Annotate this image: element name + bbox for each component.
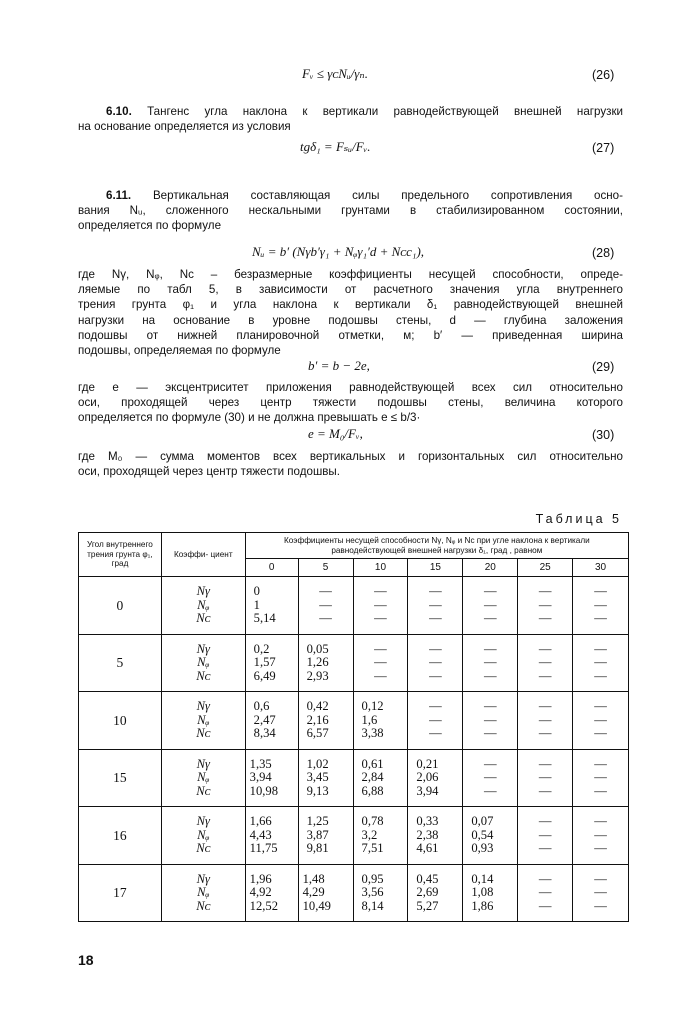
coefficient-value: 4,43	[249, 827, 272, 842]
coefficient-value: —	[594, 712, 607, 727]
text-line: нагрузки на основание в уровне подошвы стены, d — глубина заложения	[78, 313, 623, 327]
coefficient-value: 5,14	[253, 611, 276, 626]
coefficient-value: —	[483, 699, 497, 714]
header-angle: 5	[298, 559, 353, 577]
value-cell	[463, 807, 518, 865]
coefficient-value: 7,51	[361, 841, 384, 856]
table-row	[79, 577, 629, 635]
coefficient-value: 11,75	[249, 841, 278, 856]
coefficient-cell	[161, 864, 245, 922]
coefficient-value: 0,95	[361, 871, 384, 886]
coefficient-value: —	[429, 584, 442, 599]
text-line: подошвы, определяемая по формуле	[78, 344, 281, 358]
value-cell	[298, 577, 353, 635]
text-line: подошвы от нижней планировочной отметки, м; b′ — приведенная ширина	[78, 328, 623, 342]
coefficient-value: —	[483, 668, 497, 683]
value-cell	[463, 692, 518, 750]
value-cell	[518, 634, 573, 692]
coefficient-value: 3,2	[361, 827, 378, 842]
coefficient-symbol: Nγ	[196, 756, 210, 771]
coefficient-value: —	[538, 871, 552, 886]
header-angle: 0	[245, 559, 298, 577]
formula-29-number: (29)	[592, 360, 615, 374]
coefficient-value: 1,66	[249, 814, 272, 829]
coefficient-value: —	[594, 841, 607, 856]
value-cell	[245, 634, 298, 692]
coefficient-value: 5,27	[416, 898, 439, 913]
coefficient-value: 1,57	[253, 655, 276, 670]
value-cell	[518, 807, 573, 865]
coefficient-value: 0,33	[416, 814, 439, 829]
moments-paragraph	[78, 449, 623, 479]
value-cell	[463, 634, 518, 692]
coefficient-value: 4,61	[416, 841, 439, 856]
coefficient-value: 2,47	[253, 712, 276, 727]
coefficient-value: 2,38	[416, 827, 439, 842]
value-cell	[245, 692, 298, 750]
coefficient-symbol: Nᵩ	[197, 597, 210, 612]
coefficient-value: 0,61	[361, 756, 384, 771]
formula-26: Fᵥ ≤ γᴄNᵤ/γₙ.	[302, 66, 368, 81]
coefficient-value: 1,96	[249, 871, 272, 886]
coefficient-value: —	[483, 726, 497, 741]
coefficient-value: 0,6	[253, 699, 270, 714]
coefficient-value: 10,49	[302, 898, 331, 913]
value-cell	[298, 692, 353, 750]
value-cell	[463, 864, 518, 922]
value-cell	[463, 749, 518, 807]
eccentricity-paragraph	[78, 380, 623, 426]
formula-26-number: (26)	[592, 68, 615, 82]
formula-28: Nᵤ = b′ (Nγb′γ₁ + Nᵩγ₁′d + Nᴄc₁),	[252, 244, 425, 259]
section-6-10	[78, 104, 623, 134]
coefficient-value: 0,54	[471, 827, 494, 842]
value-cell	[518, 577, 573, 635]
coefficient-value: 6,57	[306, 726, 329, 741]
coefficient-value: —	[538, 641, 552, 656]
coefficient-value: —	[594, 814, 607, 829]
coefficient-value: 4,29	[302, 885, 325, 900]
coefficient-cell	[161, 634, 245, 692]
coefficient-value: 1,35	[249, 756, 272, 771]
section-number: 6.11.	[106, 189, 132, 202]
text-line: оси, проходящей через центр тяжести подошвы.	[78, 465, 340, 479]
coefficient-value: —	[538, 699, 552, 714]
table-caption: Таблица 5	[535, 512, 622, 526]
text-line: где M₀ — сумма моментов всех вертикальных и горизонтальных сил относительно	[78, 450, 623, 463]
coefficient-value: —	[594, 770, 607, 785]
table-row	[79, 864, 629, 922]
coefficient-symbol: Nᴄ	[196, 898, 211, 913]
coefficient-value: 3,45	[306, 770, 329, 785]
value-cell	[245, 864, 298, 922]
coefficient-value: —	[538, 770, 552, 785]
coefficient-symbol: Nᴄ	[196, 783, 211, 798]
coefficient-cell	[161, 577, 245, 635]
value-cell	[573, 864, 629, 922]
coefficient-value: —	[538, 597, 552, 612]
header-angle: 15	[408, 559, 463, 577]
coefficient-value: 12,52	[249, 898, 279, 913]
friction-angle-cell: 5	[79, 634, 162, 692]
header-angle: 20	[463, 559, 518, 577]
coefficient-symbol: Nᵩ	[197, 885, 210, 900]
text-line: ляемые по табл 5, в зависимости от расчетного значения угла внутреннего	[78, 283, 623, 297]
coefficient-value: —	[483, 783, 497, 798]
coefficient-value: —	[374, 641, 387, 656]
coefficient-value: —	[483, 597, 497, 612]
header-angle: 10	[353, 559, 408, 577]
header-angle: 25	[518, 559, 573, 577]
value-cell	[573, 807, 629, 865]
table-body	[79, 577, 629, 922]
coefficient-symbol: Nγ	[196, 584, 210, 599]
coefficient-value: —	[374, 611, 387, 626]
coefficient-value: 0,05	[306, 641, 329, 656]
coefficient-value: —	[429, 726, 442, 741]
value-cell	[298, 749, 353, 807]
coefficient-value: —	[538, 898, 552, 913]
coefficient-value: 0,45	[416, 871, 439, 886]
coefficient-value: 0,42	[306, 699, 329, 714]
coefficient-value: 0,12	[361, 699, 384, 714]
coefficient-symbol: Nγ	[196, 871, 210, 886]
coefficient-value: —	[538, 726, 552, 741]
coefficient-symbol: Nᵩ	[197, 827, 210, 842]
coefficient-value: —	[374, 668, 387, 683]
value-cell	[518, 692, 573, 750]
coefficient-value: 4,92	[249, 885, 272, 900]
section-6-11	[78, 188, 623, 234]
coefficient-value: 3,38	[361, 726, 384, 741]
coefficient-value: 1,6	[361, 712, 378, 727]
coefficient-value: —	[594, 668, 607, 683]
value-cell	[573, 634, 629, 692]
coefficient-value: —	[429, 641, 442, 656]
coefficient-value: —	[594, 756, 607, 771]
coefficient-value: —	[594, 641, 607, 656]
coefficient-value: 1,48	[302, 871, 325, 886]
coefficient-value: —	[319, 584, 332, 599]
header-friction-angle: Угол внутреннего трения грунта φ₁, град	[79, 533, 162, 577]
friction-angle-cell: 0	[79, 577, 162, 635]
table-row	[79, 749, 629, 807]
definitions-paragraph	[78, 267, 623, 358]
header-angle: 30	[573, 559, 629, 577]
value-cell	[353, 749, 408, 807]
text-line: где Nγ, Nᵩ, Nᴄ – безразмерные коэффициенты несущей способности, опреде-	[78, 268, 623, 281]
coefficient-value: 1,08	[471, 885, 494, 900]
text-line: оси, проходящей через центр тяжести подошвы стены, величина которого	[78, 396, 623, 410]
friction-angle-cell: 17	[79, 864, 162, 922]
coefficient-symbol: Nᴄ	[196, 726, 211, 741]
coefficient-symbol: Nᴄ	[196, 841, 211, 856]
coefficient-value: —	[538, 584, 552, 599]
section-text-line: вания Nᵤ, сложенного нескальными грунтами в стабилизированном состоянии,	[78, 204, 623, 218]
formula-30: e = M₀/Fᵥ,	[308, 426, 363, 441]
coefficient-symbol: Nᴄ	[196, 611, 211, 626]
coefficient-value: 1,02	[306, 756, 329, 771]
section-text-line: определяется по формуле	[78, 219, 222, 233]
coefficient-value: —	[483, 712, 497, 727]
coefficient-value: —	[319, 597, 332, 612]
text-line: где e — эксцентриситет приложения равнодействующей всех сил относительно	[78, 381, 623, 394]
coefficient-value: 10,98	[249, 783, 279, 798]
coefficient-value: —	[538, 611, 552, 626]
coefficient-value: 9,81	[306, 841, 329, 856]
coefficient-value: 0,2	[253, 641, 270, 656]
coefficient-value: 3,87	[306, 827, 329, 842]
text-line: трения грунта φ₁ и угла наклона к вертикали δ₁ равнодействующей внешней	[78, 298, 623, 312]
coefficient-value: —	[483, 641, 497, 656]
coefficient-value: —	[374, 597, 387, 612]
value-cell	[298, 864, 353, 922]
coefficient-value: 2,69	[416, 885, 439, 900]
coefficient-value: —	[538, 841, 552, 856]
formula-29: b′ = b − 2e,	[308, 358, 370, 373]
coefficient-symbol: Nᵩ	[197, 655, 210, 670]
value-cell	[408, 577, 463, 635]
coefficient-value: —	[538, 668, 552, 683]
formula-27-number: (27)	[592, 141, 615, 155]
value-cell	[518, 864, 573, 922]
value-cell	[573, 692, 629, 750]
coefficient-value: —	[429, 668, 442, 683]
coefficient-value: 3,94	[249, 770, 272, 785]
coefficient-value: —	[594, 597, 607, 612]
coefficient-value: —	[594, 871, 607, 886]
coefficient-value: 2,93	[306, 668, 329, 683]
value-cell	[408, 692, 463, 750]
page-number: 18	[78, 952, 94, 968]
coefficient-value: —	[483, 756, 497, 771]
friction-angle-cell: 16	[79, 807, 162, 865]
value-cell	[353, 577, 408, 635]
friction-angle-cell: 10	[79, 692, 162, 750]
coefficient-value: —	[483, 655, 497, 670]
coefficient-value: —	[538, 827, 552, 842]
value-cell	[245, 577, 298, 635]
coefficient-value: —	[483, 584, 497, 599]
coefficient-symbol: Nᵩ	[197, 712, 210, 727]
table-row	[79, 807, 629, 865]
coefficient-value: 2,16	[306, 712, 329, 727]
coefficient-value: 1,25	[306, 814, 329, 829]
coefficient-value: 6,88	[361, 783, 384, 798]
coefficient-cell	[161, 807, 245, 865]
coefficient-value: —	[429, 597, 442, 612]
coefficient-value: —	[374, 584, 387, 599]
coefficient-value: —	[594, 783, 607, 798]
coefficient-value: 2,06	[416, 770, 439, 785]
header-capacity-group: Коэффициенты несущей способности Nγ, Nᵩ и Nᴄ при угле наклона к вертикали равнодействующей внешней нагрузки δ₁, град , равном	[245, 533, 628, 559]
value-cell	[298, 807, 353, 865]
value-cell	[518, 749, 573, 807]
value-cell	[298, 634, 353, 692]
coefficient-value: —	[374, 655, 387, 670]
coefficient-value: —	[538, 712, 552, 727]
coefficient-symbol: Nᴄ	[196, 668, 211, 683]
coefficient-value: —	[538, 814, 552, 829]
coefficient-value: —	[538, 655, 552, 670]
value-cell	[408, 864, 463, 922]
coefficient-value: 0,07	[471, 814, 494, 829]
coefficient-value: 0	[253, 584, 260, 599]
coefficient-value: 2,84	[361, 770, 384, 785]
coefficient-value: 1,26	[306, 655, 329, 670]
coefficient-value: 3,56	[361, 885, 384, 900]
section-number: 6.10.	[106, 105, 132, 118]
header-coefficient: Коэффи- циент	[161, 533, 245, 577]
friction-angle-cell: 15	[79, 749, 162, 807]
coefficient-value: —	[429, 712, 442, 727]
formula-27: tgδ₁ = Fₛᵤ/Fᵥ.	[300, 139, 371, 154]
value-cell	[353, 692, 408, 750]
value-cell	[353, 634, 408, 692]
coefficient-value: —	[594, 584, 607, 599]
formula-28-number: (28)	[592, 246, 615, 260]
coefficient-value: —	[538, 783, 552, 798]
value-cell	[463, 577, 518, 635]
coefficient-value: 0,14	[471, 871, 494, 886]
coefficient-value: 0,21	[416, 756, 439, 771]
coefficient-value: —	[594, 655, 607, 670]
coefficient-value: —	[319, 611, 332, 626]
coefficient-value: —	[538, 885, 552, 900]
table-5	[78, 532, 629, 922]
section-text-line: Тангенс угла наклона к вертикали равнодействующей внешней нагрузки	[147, 105, 623, 118]
table-row	[79, 634, 629, 692]
coefficient-value: —	[483, 770, 497, 785]
table-row	[79, 692, 629, 750]
coefficient-value: —	[594, 898, 607, 913]
coefficient-value: —	[594, 699, 607, 714]
coefficient-value: —	[429, 611, 442, 626]
coefficient-value: —	[594, 885, 607, 900]
coefficient-symbol: Nγ	[196, 699, 210, 714]
value-cell	[245, 749, 298, 807]
text-line: определяется по формуле (30) и не должна превышать e ≤ b/3·	[78, 411, 421, 425]
value-cell	[573, 749, 629, 807]
value-cell	[573, 577, 629, 635]
coefficient-value: —	[594, 726, 607, 741]
coefficient-value: 8,14	[361, 898, 384, 913]
value-cell	[408, 749, 463, 807]
coefficient-symbol: Nγ	[196, 814, 210, 829]
coefficient-cell	[161, 749, 245, 807]
coefficient-symbol: Nᵩ	[197, 770, 210, 785]
coefficient-value: —	[429, 699, 442, 714]
coefficient-value: —	[594, 827, 607, 842]
value-cell	[245, 807, 298, 865]
coefficient-value: 3,94	[416, 783, 439, 798]
coefficient-value: —	[538, 756, 552, 771]
coefficient-cell	[161, 692, 245, 750]
value-cell	[408, 807, 463, 865]
section-text-line: на основание определяется из условия	[78, 120, 291, 134]
coefficient-value: 6,49	[253, 668, 276, 683]
coefficient-value: 1,86	[471, 898, 494, 913]
value-cell	[353, 864, 408, 922]
coefficient-symbol: Nγ	[196, 641, 210, 656]
section-text-line: Вертикальная составляющая силы предельного сопротивления осно-	[152, 189, 623, 202]
formula-30-number: (30)	[592, 428, 615, 442]
coefficient-value: 8,34	[253, 726, 276, 741]
coefficient-value: 9,13	[306, 783, 329, 798]
coefficient-value: 0,93	[471, 841, 494, 856]
coefficient-value: —	[594, 611, 607, 626]
value-cell	[408, 634, 463, 692]
coefficient-value: —	[483, 611, 497, 626]
coefficient-value: —	[429, 655, 442, 670]
value-cell	[353, 807, 408, 865]
coefficient-value: 0,78	[361, 814, 384, 829]
coefficient-value: 1	[253, 597, 260, 612]
